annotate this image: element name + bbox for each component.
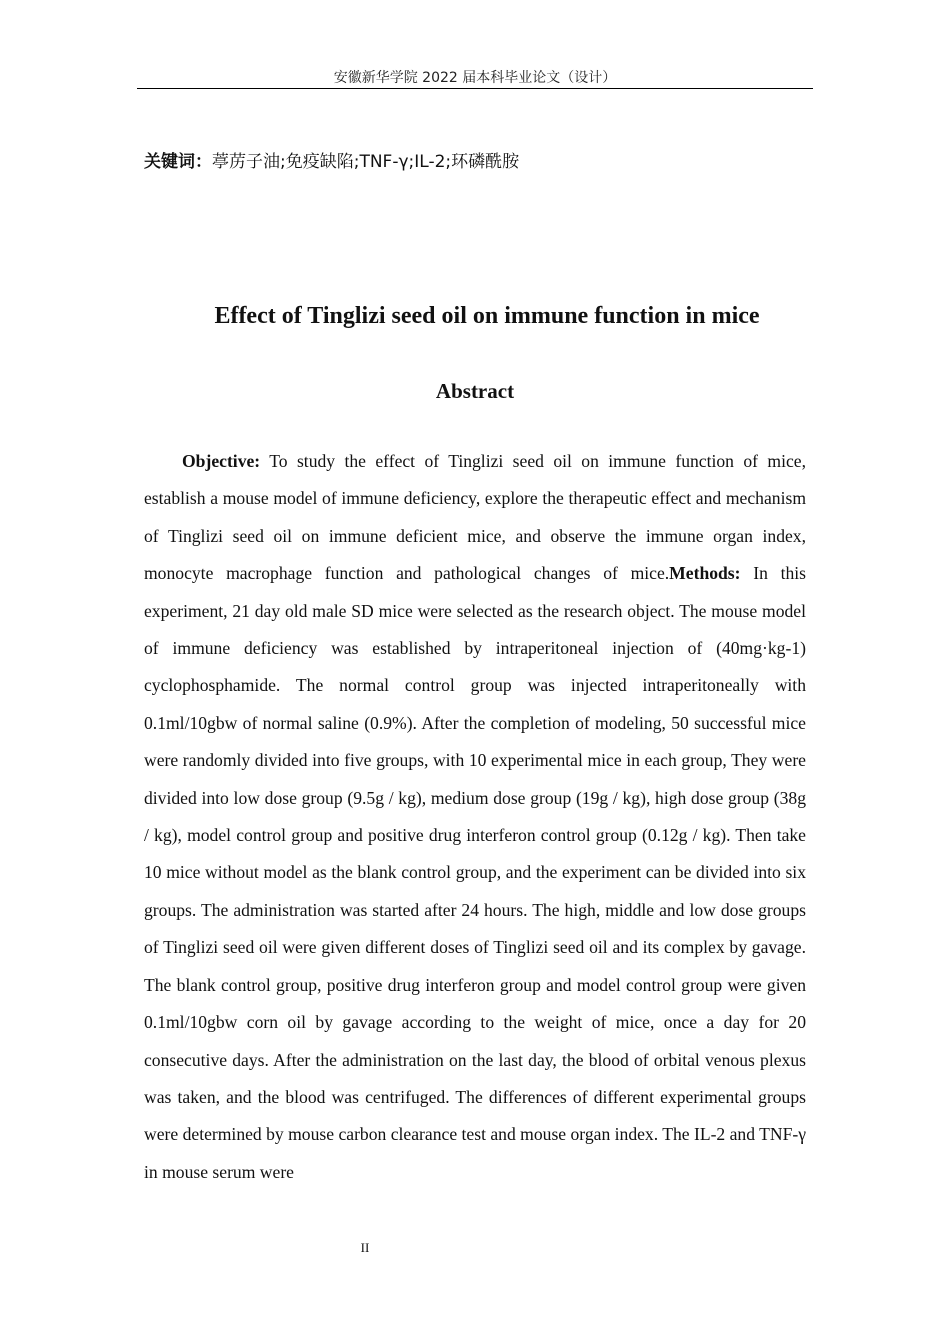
running-header: 安徽新华学院 2022 届本科毕业论文（设计） xyxy=(333,70,617,86)
methods-text: In this experiment, 21 day old male SD mice were selected as the research object. The mouse model of immune deficiency was established by intraperitoneal injection of (40mg·kg-1) cyclophosphamide. The normal control group was injected intraperitoneally with 0.1ml/10gbw of normal saline (0.9%). After the completion of modeling, 50 successful mice were randomly divided into five groups, with 10 experimental mice in each group, They were divided into low dose group (9.5g / kg), medium dose group (19g / kg), high dose group (38g / kg), model control group and positive drug interferon control group (0.12g / kg). Then take 10 mice without model as the blank control group, and the experiment can be divided into six groups. The administration was started after 24 hours. The high, middle and low dose groups of Tinglizi seed oil were given different doses of Tinglizi seed oil and its complex by gavage. The blank control group, positive drug interferon group and model control group were given 0.1ml/10gbw corn oil by gavage according to the weight of mice, once a day for 20 consecutive days. After the administration on the last day, the blood of orbital venous plexus was taken, and the blood was centrifuged. The differences of different experimental groups were determined by mouse carbon clearance test and mouse organ index. The IL-2 and TNF-γ in mouse serum were xyxy=(144,563,807,1182)
abstract-body xyxy=(144,443,806,1191)
keywords-label: 关键词： xyxy=(144,152,212,172)
keywords-line xyxy=(144,150,519,174)
page-number: II xyxy=(360,1240,370,1255)
objective-text: To study the effect of Tinglizi seed oil on immune function of mice, establish a mouse model of immune deficiency, explore the therapeutic effect and mechanism of Tinglizi seed oil on immune deficient mice, and observe the immune organ index, monocyte macrophage function and pathological changes of mice. xyxy=(144,451,806,584)
methods-label: Methods: xyxy=(669,563,741,584)
keywords-text: 葶苈子油;免疫缺陷;TNF-γ;IL-2;环磷酰胺 xyxy=(212,152,520,172)
objective-label: Objective: xyxy=(182,451,261,471)
abstract-heading: Abstract xyxy=(435,379,515,403)
paper-title: Effect of Tinglizi seed oil on immune function in mice xyxy=(214,303,760,329)
header-rule xyxy=(137,88,813,89)
